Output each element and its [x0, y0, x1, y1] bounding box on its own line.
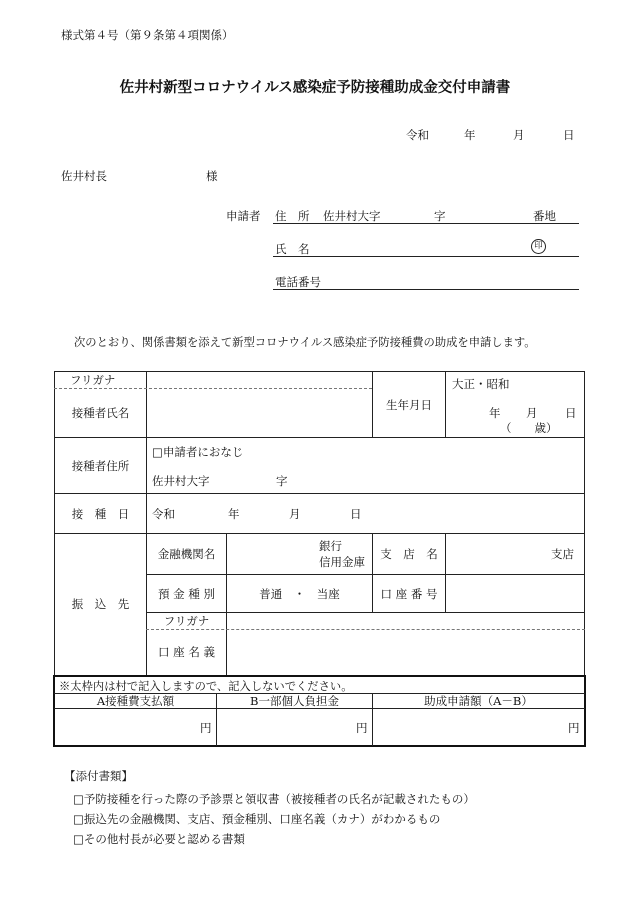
branch-label: 支 店 名 — [380, 547, 438, 561]
applicant-label: 申請者 — [226, 209, 261, 223]
applicant-address-label: 住 所 — [275, 209, 310, 223]
applicant-name-line[interactable] — [273, 256, 579, 257]
vaccination-month: 月 — [289, 507, 301, 521]
address-village: 佐井村大字 — [152, 474, 210, 488]
col-a-header: A接種費支払額 — [96, 694, 175, 708]
furigana-label: フリガナ — [70, 373, 116, 387]
date-month: 月 — [513, 128, 525, 142]
applicant-name-label: 氏 名 — [275, 242, 310, 256]
age-field[interactable]: （ 歳） — [500, 421, 558, 435]
addressee-honorific: 様 — [206, 169, 218, 183]
account-furigana-label: フリガナ — [163, 614, 210, 628]
vaccinee-address-label: 接種者住所 — [71, 458, 130, 473]
date-year: 年 — [464, 128, 476, 142]
account-type-options[interactable]: 普通 ・ 当座 — [259, 586, 340, 601]
vaccination-day: 日 — [350, 507, 362, 521]
col-a-yen: 円 — [200, 721, 212, 735]
account-number-label: 口 座 番 号 — [380, 586, 438, 601]
attachment-item: □その他村長が必要と認める書類 — [73, 832, 245, 846]
addressee-name: 佐井村長 — [61, 169, 107, 183]
applicant-address-value: 佐井村大字 — [323, 209, 381, 223]
applicant-aza: 字 — [434, 209, 446, 223]
attachment-item: □予防接種を行った際の予診票と領収書（被接種者の氏名が記載されたもの） — [73, 792, 475, 806]
account-number-field[interactable] — [446, 575, 584, 612]
col-b-yen: 円 — [356, 721, 368, 735]
attachments-header: 【添付書類】 — [64, 769, 133, 783]
vaccinee-name-label: 接種者氏名 — [71, 406, 130, 420]
bank-type-credit-union: 信用金庫 — [319, 555, 365, 569]
form-number: 様式第４号（第９条第４項関係） — [61, 28, 234, 42]
account-holder-field[interactable] — [227, 630, 584, 674]
col-b-header: B一部個人負担金 — [250, 694, 339, 708]
col-c-yen: 円 — [568, 721, 580, 735]
applicant-phone-label: 電話番号 — [275, 275, 321, 289]
bank-type-bank: 銀行 — [319, 539, 342, 553]
page-title: 佐井村新型コロナウイルス感染症予防接種助成金交付申請書 — [119, 80, 511, 96]
statement: 次のとおり、関係書類を添えて新型コロナウイルス感染症予防接種費の助成を申請します。 — [74, 336, 536, 349]
birth-day: 日 — [565, 406, 577, 420]
furigana-field[interactable] — [147, 372, 372, 388]
birth-year: 年 — [489, 406, 501, 420]
account-holder-label: 口 座 名 義 — [158, 645, 215, 659]
date-era: 令和 — [406, 128, 429, 142]
birth-era-options[interactable]: 大正・昭和 — [452, 377, 510, 391]
same-as-applicant-checkbox[interactable]: □申請者におなじ — [152, 445, 244, 459]
seal-icon: 印 — [531, 239, 546, 254]
birth-month: 月 — [526, 406, 538, 420]
account-furigana-field[interactable] — [227, 613, 584, 629]
address-aza: 字 — [276, 474, 288, 488]
applicant-phone-line[interactable] — [273, 289, 579, 290]
vaccinee-name-field[interactable] — [147, 389, 372, 437]
account-type-label: 預 金 種 別 — [158, 586, 215, 601]
branch-field[interactable]: 支店 — [551, 547, 574, 561]
col-c-header: 助成申請額（A－B） — [424, 694, 533, 708]
applicant-banchi: 番地 — [533, 209, 556, 223]
attachment-item: □振込先の金融機関、支店、預金種別、口座名義（カナ）がわかるもの — [73, 812, 441, 826]
vaccination-year: 年 — [228, 507, 240, 521]
vaccination-era: 令和 — [152, 507, 175, 521]
transfer-label: 振 込 先 — [71, 597, 130, 611]
date-day: 日 — [563, 128, 575, 142]
birthdate-label: 生年月日 — [386, 397, 432, 412]
applicant-address-line[interactable] — [273, 223, 579, 224]
office-note: ※太枠内は村で記入しますので、記入しないでください。 — [59, 680, 353, 693]
bank-name-label: 金融機関名 — [157, 547, 216, 561]
vaccination-date-label: 接 種 日 — [71, 506, 130, 521]
